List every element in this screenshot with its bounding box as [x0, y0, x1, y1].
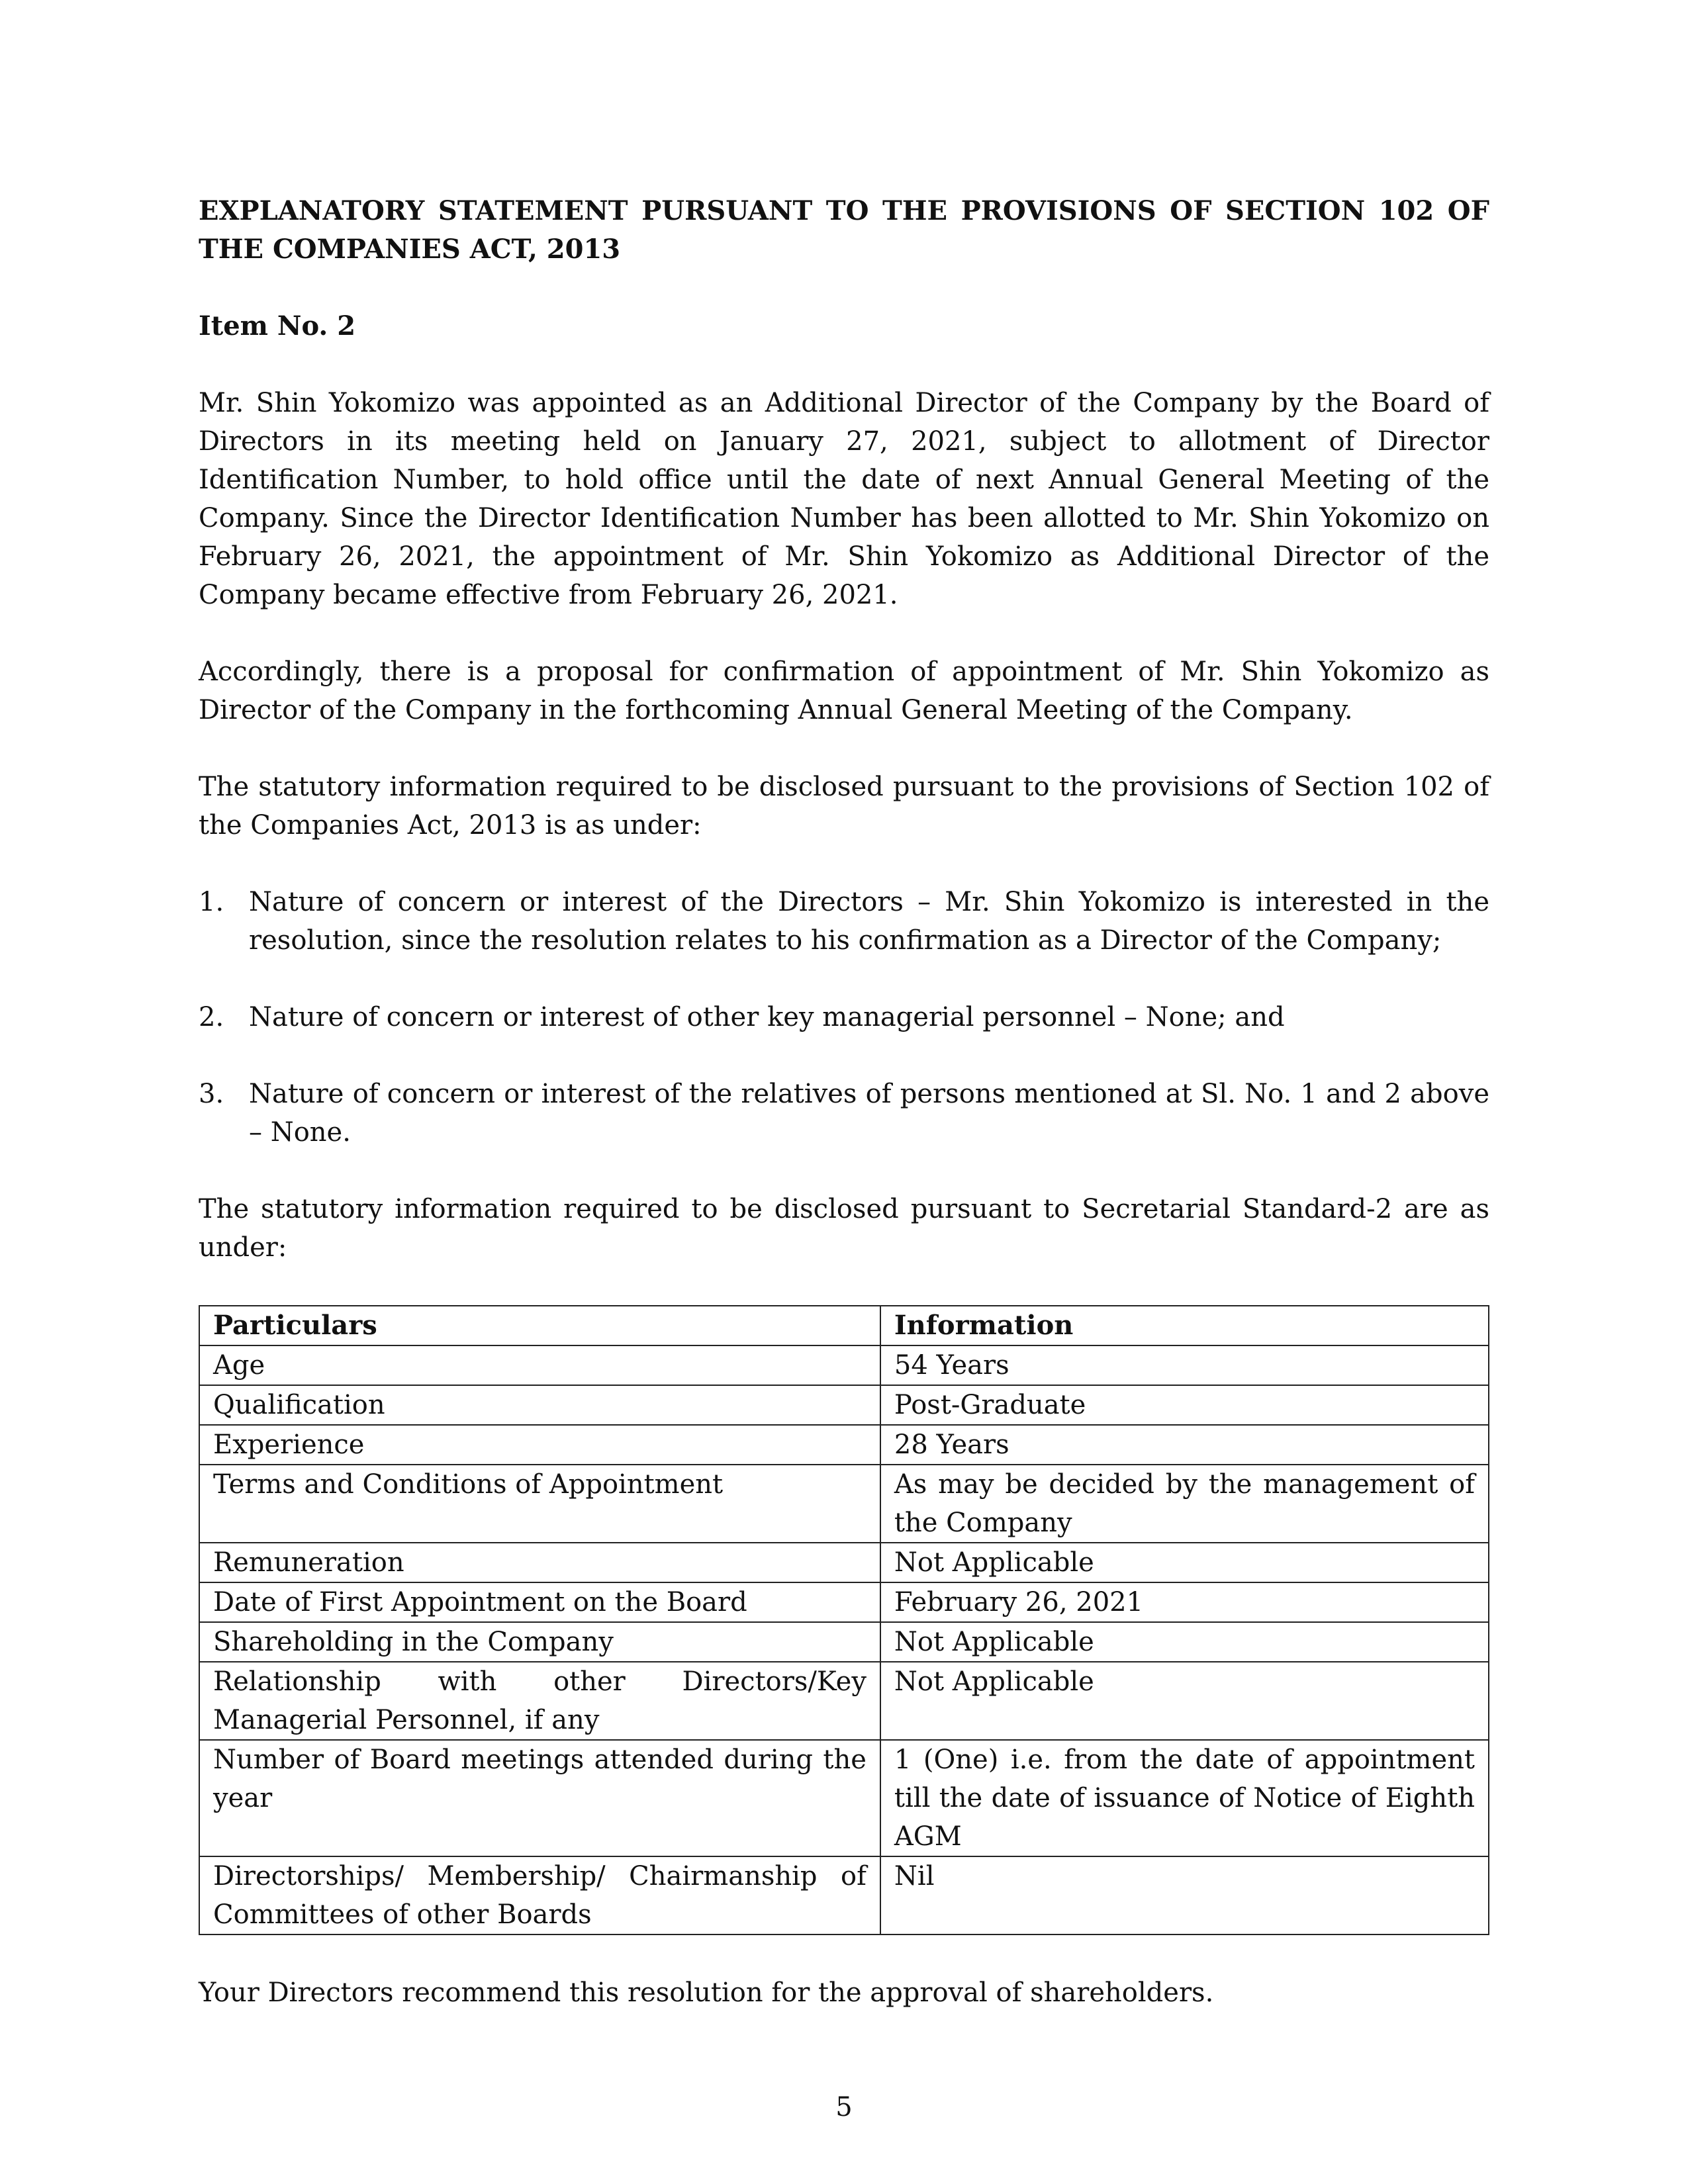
table-cell-particular: Relationship with other Directors/Key Managerial Personnel, if any: [199, 1662, 880, 1740]
column-header-particulars: Particulars: [199, 1306, 880, 1345]
table-row: [199, 1622, 1489, 1662]
table-cell-particular: Directorships/ Membership/ Chairmanship of Committees of other Boards: [199, 1856, 880, 1934]
closing-statement: Your Directors recommend this resolution for the approval of shareholders.: [199, 1978, 1214, 2008]
table-cell-information: Post-Graduate: [880, 1385, 1489, 1425]
table-cell-particular: Shareholding in the Company: [199, 1622, 880, 1662]
table-cell-particular: Remuneration: [199, 1543, 880, 1582]
table-row: [199, 1345, 1489, 1385]
paragraph-statutory-intro: The statutory information required to be disclosed pursuant to the provisions of Section 102 of the Companies Act, 2013 is as under:: [199, 772, 1489, 841]
table-cell-information: Not Applicable: [880, 1543, 1489, 1582]
list-item: [199, 883, 1489, 960]
list-item-text: Nature of concern or interest of other key managerial personnel – None; and: [249, 1002, 1285, 1032]
document-page: [199, 192, 1489, 2050]
list-item-number: 1.: [199, 887, 224, 917]
paragraph-ss2-intro: The statutory information required to be disclosed pursuant to Secretarial Standard-2 are as under:: [199, 1194, 1489, 1263]
table-cell-particular: Experience: [199, 1425, 880, 1465]
interest-list: [199, 883, 1489, 1152]
table-cell-particular: Number of Board meetings attended during the year: [199, 1740, 880, 1856]
table-cell-information: As may be decided by the management of the Company: [880, 1465, 1489, 1543]
item-title: Item No. 2: [199, 310, 356, 341]
list-item-number: 3.: [199, 1079, 224, 1109]
table-row: [199, 1582, 1489, 1622]
table-cell-information: Not Applicable: [880, 1622, 1489, 1662]
table-cell-particular: Qualification: [199, 1385, 880, 1425]
list-item-number: 2.: [199, 1002, 224, 1032]
paragraph-proposal: Accordingly, there is a proposal for confirmation of appointment of Mr. Shin Yokomizo as Director of the Company in the forthcoming Annual General Meeting of the Company.: [199, 657, 1489, 725]
table-cell-particular: Age: [199, 1345, 880, 1385]
table-cell-information: 28 Years: [880, 1425, 1489, 1465]
table-cell-particular: Date of First Appointment on the Board: [199, 1582, 880, 1622]
table-row: [199, 1740, 1489, 1856]
list-item: [199, 1075, 1489, 1152]
list-item-text: Nature of concern or interest of the relatives of persons mentioned at Sl. No. 1 and 2 above – None.: [249, 1079, 1489, 1148]
director-info-table: [199, 1305, 1489, 1935]
table-header-row: [199, 1306, 1489, 1345]
table-cell-information: Not Applicable: [880, 1662, 1489, 1740]
column-header-information: Information: [880, 1306, 1489, 1345]
page-number: 5: [835, 2092, 853, 2122]
table-cell-particular: Terms and Conditions of Appointment: [199, 1465, 880, 1543]
table-row: [199, 1662, 1489, 1740]
table-row: [199, 1385, 1489, 1425]
table-row: [199, 1543, 1489, 1582]
list-item-text: Nature of concern or interest of the Directors – Mr. Shin Yokomizo is interested in the resolution, since the resolution relates to his confirmation as a Director of the Company;: [249, 887, 1489, 956]
table-cell-information: Nil: [880, 1856, 1489, 1934]
table-row: [199, 1425, 1489, 1465]
list-item: [199, 998, 1489, 1036]
table-cell-information: 54 Years: [880, 1345, 1489, 1385]
table-cell-information: February 26, 2021: [880, 1582, 1489, 1622]
table-cell-information: 1 (One) i.e. from the date of appointment till the date of issuance of Notice of Eighth AGM: [880, 1740, 1489, 1856]
table-row: [199, 1856, 1489, 1934]
table-row: [199, 1465, 1489, 1543]
document-heading: EXPLANATORY STATEMENT PURSUANT TO THE PROVISIONS OF SECTION 102 OF THE COMPANIES ACT, 2013: [199, 195, 1489, 265]
paragraph-appointment: Mr. Shin Yokomizo was appointed as an Additional Director of the Company by the Board of Directors in its meeting held on January 27, 2021, subject to allotment of Director Identification Number, to hold office until the date of next Annual General Meeting of the Company. Since the Director Identification Number has been allotted to Mr. Shin Yokomizo on February 26, 2021, the appointment of Mr. Shin Yokomizo as Additional Director of the Company became effective from February 26, 2021.: [199, 388, 1489, 610]
